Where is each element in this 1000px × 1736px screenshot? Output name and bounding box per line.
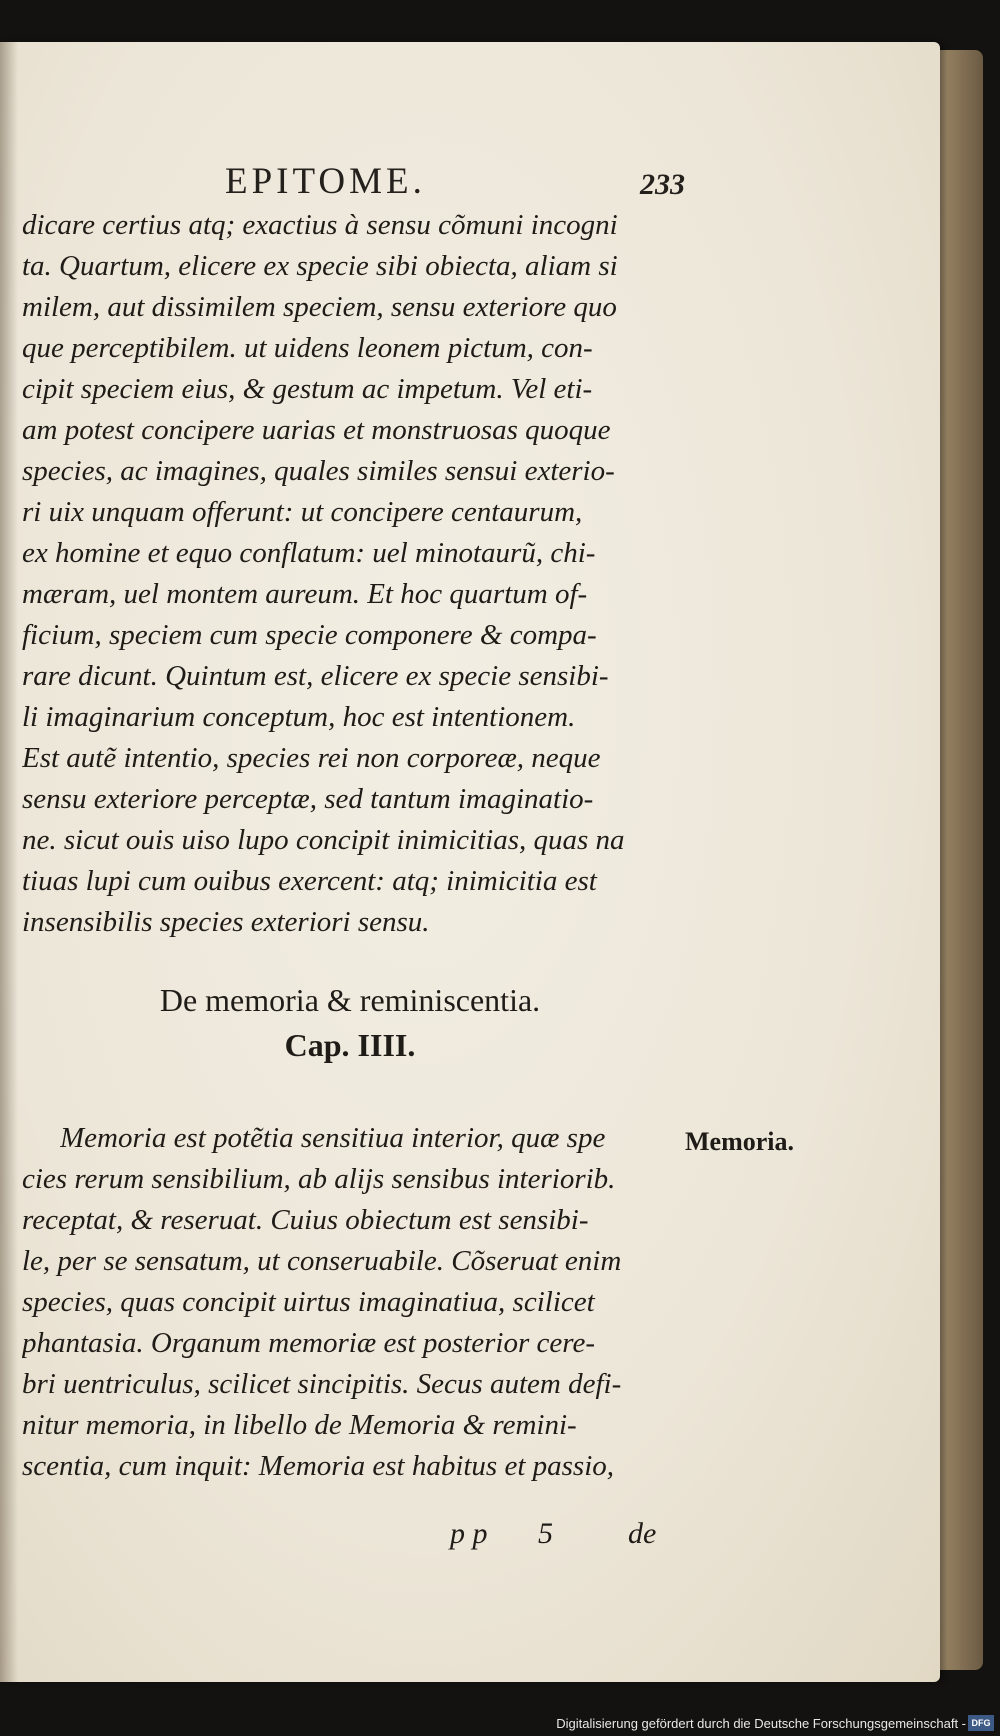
body-line: sensu exteriore perceptæ, sed tantum imaginatio- <box>22 783 594 815</box>
margin-note: Memoria. <box>685 1127 795 1156</box>
body-line: insensibilis species exteriori sensu. <box>22 906 430 938</box>
body-line: scentia, cum inquit: Memoria est habitus et passio, <box>22 1450 615 1482</box>
body-line: cipit speciem eius, & gestum ac impetum. Vel eti- <box>22 373 593 405</box>
body-line: rare dicunt. Quintum est, elicere ex specie sensibi- <box>22 660 609 692</box>
body-line: le, per se sensatum, ut conseruabile. Cõseruat enim <box>22 1245 622 1277</box>
body-line: li imaginarium conceptum, hoc est intentionem. <box>22 701 576 733</box>
body-line: am potest concipere uarias et monstruosas quoque <box>22 414 611 446</box>
running-head-title: EPITOME. <box>225 161 426 202</box>
signature-mark: p p <box>450 1517 488 1550</box>
body-line: milem, aut dissimilem speciem, sensu exteriore quo <box>22 291 617 323</box>
catchword: de <box>628 1517 657 1550</box>
body-line: receptat, & reseruat. Cuius obiectum est sensibi- <box>22 1204 589 1236</box>
body-line: ta. Quartum, elicere ex specie sibi obiecta, aliam si <box>22 250 618 282</box>
body-line: dicare certius atq; exactius à sensu cõmuni incogni <box>22 209 618 241</box>
body-line: species, ac imagines, quales similes sensui exterio- <box>22 455 615 487</box>
dfg-logo: DFG <box>968 1715 994 1731</box>
body-line: species, quas concipit uirtus imaginatiua, scilicet <box>22 1286 595 1318</box>
book-page <box>0 42 940 1682</box>
body-line: ficium, speciem cum specie componere & compa- <box>22 619 597 651</box>
running-head <box>0 160 940 210</box>
body-line: tiuas lupi cum ouibus exercent: atq; inimicitia est <box>22 865 597 897</box>
page-number: 233 <box>640 168 685 201</box>
body-line: que perceptibilem. ut uidens leonem pictum, con- <box>22 332 593 364</box>
signature-number: 5 <box>538 1517 553 1550</box>
body-line: mæram, uel montem aureum. Et hoc quartum of- <box>22 578 588 610</box>
body-line: ri uix unquam offerunt: ut concipere centaurum, <box>22 496 583 528</box>
section-heading: De memoria & reminiscentia. <box>159 982 541 1018</box>
body-line: ex homine et equo conflatum: uel minotaurũ, chi- <box>22 537 596 569</box>
body-line: bri uentriculus, scilicet sincipitis. Secus autem defi- <box>22 1368 622 1400</box>
body-line: phantasia. Organum memoriæ est posterior cere- <box>22 1327 595 1359</box>
body-line: cies rerum sensibilium, ab alijs sensibus interiorib. <box>22 1163 616 1195</box>
chapter-heading: Cap. IIII. <box>284 1027 416 1063</box>
body-line: ne. sicut ouis uiso lupo concipit inimicitias, quas na <box>22 824 625 856</box>
body-line: nitur memoria, in libello de Memoria & remini- <box>22 1409 577 1441</box>
footer-credit: Digitalisierung gefördert durch die Deutsche Forschungsgemeinschaft - <box>556 1716 966 1731</box>
body-line: Est autẽ intentio, species rei non corporeæ, neque <box>22 742 601 774</box>
body-line: Memoria est potẽtia sensitiua interior, quæ spe <box>60 1122 606 1154</box>
